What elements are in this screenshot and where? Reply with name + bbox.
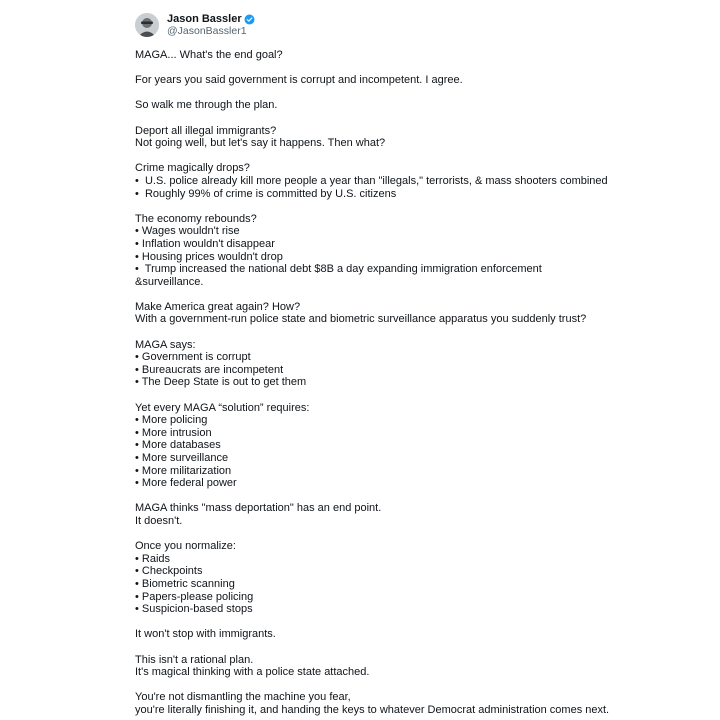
tweet-text-line: • The Deep State is out to get them [135, 376, 307, 389]
tweet-text-line: you're literally finishing it, and handing the keys to whatever Democrat administration comes next. [135, 703, 610, 716]
verified-badge-icon [244, 14, 255, 25]
tweet-text-line: • Roughly 99% of crime is committed by U.S. citizens [135, 187, 397, 200]
paragraph-gap [135, 112, 700, 125]
tweet-text-line: • Bureaucrats are incompetent [135, 363, 284, 376]
tweet-text-line: MAGA... What's the end goal? [135, 49, 283, 61]
tweet-text-line: • Checkpoints [135, 565, 203, 578]
avatar[interactable] [135, 13, 159, 37]
paragraph-gap [135, 62, 700, 75]
tweet-text-line: • More databases [135, 439, 221, 452]
tweet-text-line: So walk me through the plan. [135, 99, 278, 112]
tweet-text-line: • More federal power [135, 477, 237, 490]
tweet-text-line: It won't stop with immigrants. [135, 628, 276, 641]
paragraph-gap [135, 326, 700, 339]
paragraph-gap [135, 150, 700, 163]
tweet-text-line: With a government-run police state and biometric surveillance apparatus you suddenly trust? [135, 313, 587, 326]
paragraph-gap [135, 87, 700, 100]
paragraph-gap [135, 288, 700, 301]
author-names [167, 13, 255, 37]
tweet-text-line: • Biometric scanning [135, 577, 235, 590]
tweet-text-line: Make America great again? How? [135, 300, 301, 313]
tweet-text-line: Not going well, but let's say it happens. Then what? [135, 137, 386, 150]
tweet-text-line: • U.S. police already kill more people a year than "illegals," terrorists, & mass shooters combined [135, 174, 608, 187]
tweet-text-line: It's magical thinking with a police state attached. [135, 666, 370, 679]
tweet-text-line: • Government is corrupt [135, 351, 251, 364]
tweet-text-line: • More surveillance [135, 452, 229, 464]
paragraph-gap [135, 641, 700, 654]
tweet-text-line: • Raids [135, 552, 171, 565]
tweet-header [135, 13, 700, 43]
tweet-body [135, 49, 700, 716]
tweet-text-line: • More intrusion [135, 426, 212, 439]
tweet-text-line: It doesn't. [135, 514, 183, 527]
paragraph-gap [135, 616, 700, 629]
paragraph-gap [135, 679, 700, 692]
tweet-text-line: Deport all illegal immigrants? [135, 124, 277, 137]
tweet-text-line: Yet every MAGA “solution” requires: [135, 401, 310, 414]
tweet-text-line: The economy rebounds? [135, 212, 257, 225]
tweet-text-line: Once you normalize: [135, 540, 236, 553]
paragraph-gap [135, 200, 700, 213]
tweet-text-line: • More policing [135, 414, 208, 427]
tweet-text-line: MAGA says: [135, 338, 196, 351]
paragraph-gap [135, 389, 700, 402]
tweet-text-line: • Wages wouldn't rise [135, 225, 240, 238]
paragraph-gap [135, 490, 700, 503]
tweet [135, 13, 700, 716]
author-handle[interactable]: @JasonBassler1 [167, 25, 247, 37]
avatar-photo-icon [135, 13, 159, 37]
tweet-text-line: • Suspicion-based stops [135, 603, 253, 616]
tweet-text-line: • Inflation wouldn't disappear [135, 237, 275, 250]
tweet-text-line: • Housing prices wouldn't drop [135, 250, 283, 263]
paragraph-gap [135, 528, 700, 541]
tweet-text-line: For years you said government is corrupt and incompetent. I agree. [135, 74, 463, 87]
tweet-text-line: • Papers-please policing [135, 590, 254, 603]
tweet-text-line: • Trump increased the national debt $8B a day expanding immigration enforcement [135, 263, 542, 276]
tweet-text-line: &surveillance. [135, 275, 204, 288]
tweet-text-line: You're not dismantling the machine you fear, [135, 691, 351, 704]
author-name[interactable]: Jason Bassler [167, 13, 242, 25]
tweet-text-line: Crime magically drops? [135, 162, 250, 175]
tweet-text-line: MAGA thinks "mass deportation" has an end point. [135, 502, 382, 515]
tweet-text-line: This isn't a rational plan. [135, 653, 254, 666]
tweet-text-line: • More militarization [135, 464, 232, 477]
